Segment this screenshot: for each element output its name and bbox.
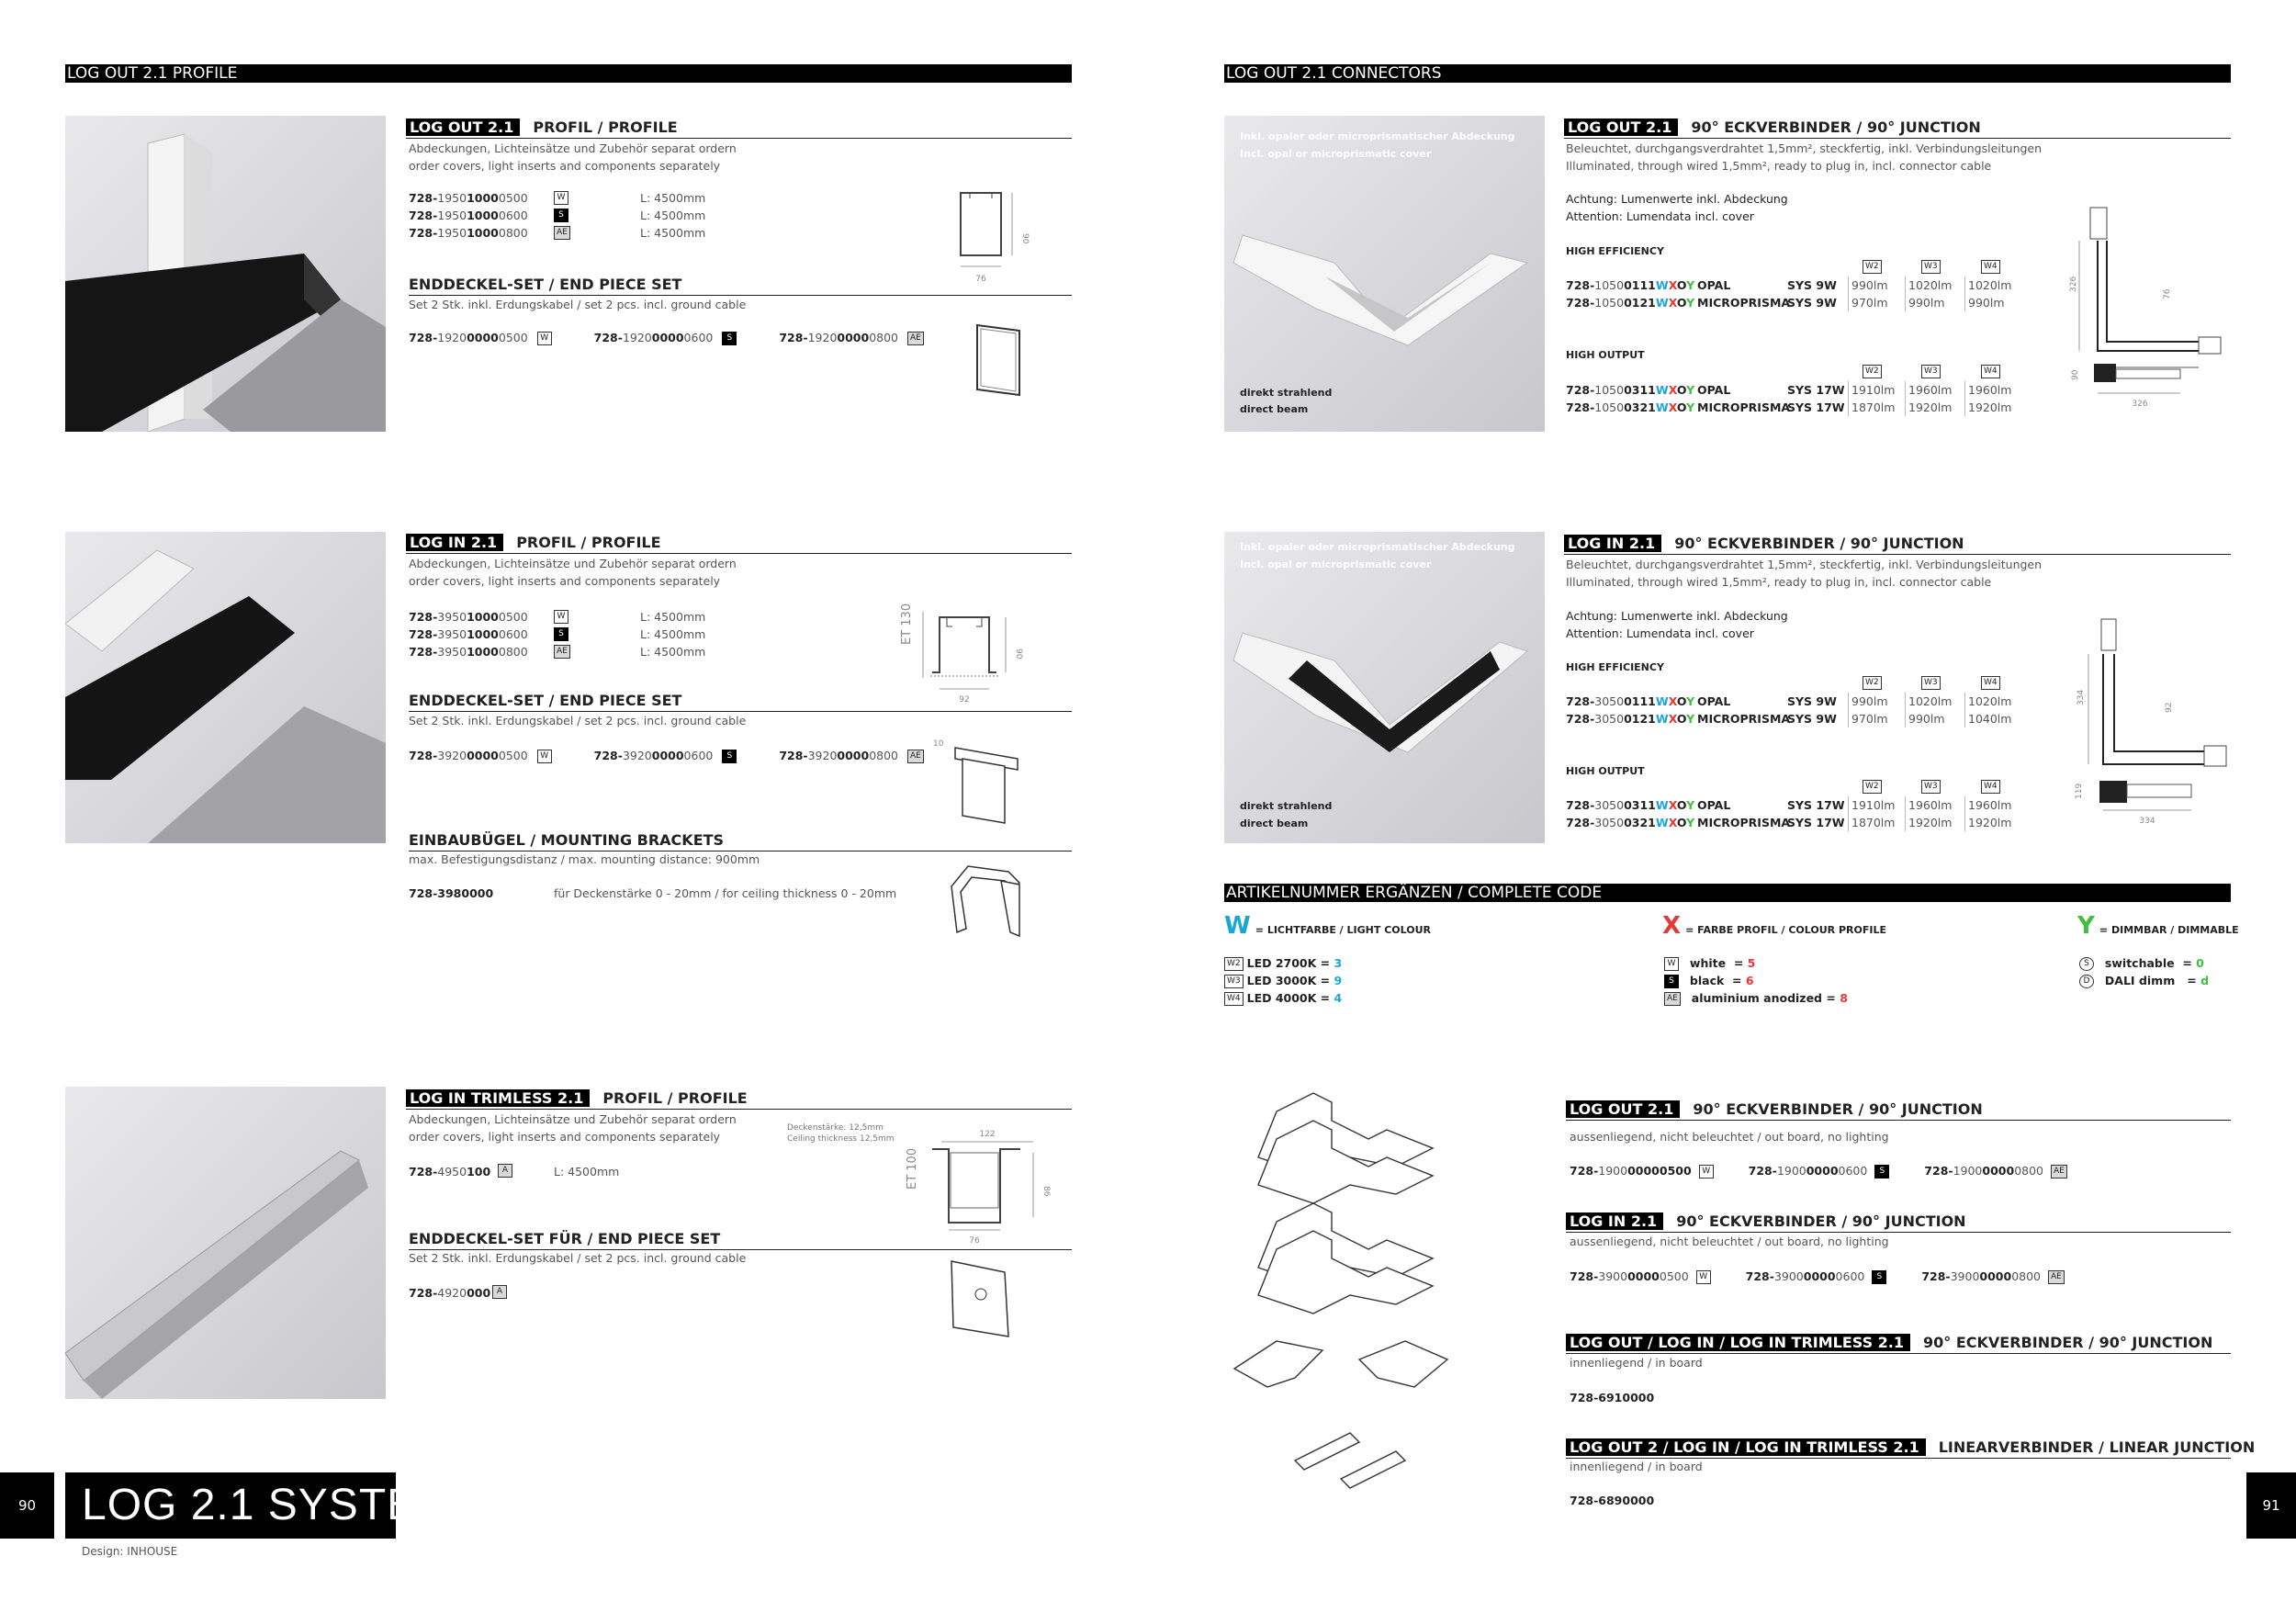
login-junction-heading [1564,535,2231,555]
connector-illustration [1224,116,1545,432]
lumen-note-de: Achtung: Lumenwerte inkl. Abdeckung [1566,609,1788,623]
colour-badge: A [492,1285,507,1299]
colour-badge: S [554,627,568,641]
article-row: 728-395010000500 W L: 4500mm [409,610,706,624]
trimless-tag: LOG IN TRIMLESS 2.1 [406,1089,590,1107]
colour-badge: W [554,191,568,205]
profile-illustration [65,1087,386,1399]
article-row: 728-195010000800 AE L: 4500mm [409,226,706,240]
login-junction-sub-en: Illuminated, through wired 1,5mm², ready to plug in, incl. connector cable [1566,575,1992,589]
bracket-heading: EINBAUBÜGEL / MOUNTING BRACKETS [409,831,1072,851]
high-efficiency-label: HIGH EFFICIENCY [1566,245,1664,257]
logout-endcap-sub: Set 2 Stk. inkl. Erdungskabel / set 2 pcs. incl. ground cable [409,298,747,311]
login-endcap-sub: Set 2 Stk. inkl. Erdungskabel / set 2 pcs. incl. ground cable [409,714,747,727]
legend-item: D DALI dimm = d [2079,972,2209,989]
colour-badge: AE [554,645,570,659]
colour-profile-list [1664,954,1848,1007]
lumen-heads: W2 W3 W4 [1566,780,1694,796]
endcap-drawing [972,321,1027,399]
beam-note-de: direkt strahlend [1240,800,1333,812]
svg-text:90: 90 [1014,648,1023,660]
logout-junction-title: 90° ECKVERBINDER / 90° JUNCTION [1691,118,1981,136]
ceiling-thickness-note: Deckenstärke: 12,5mm Ceiling thickness 12,5mm [787,1123,895,1144]
login-ho-table [1566,780,2012,831]
login-profile-photo [65,532,386,843]
colour-badge: W [554,610,568,624]
colour-badge: S [554,209,568,222]
linear-junction-sub: innenliegend / in board [1570,1460,1703,1473]
trimless-profile-photo [65,1087,386,1399]
login-junction-sub-de: Beleuchtet, durchgangsverdrahtet 1,5mm², steckfertig, inkl. Verbindungsleitungen [1566,558,2043,571]
login-connector-photo [1224,532,1545,843]
system-title: LOG 2.1 SYSTEM [65,1472,396,1539]
logout-profile-heading [406,118,1072,139]
page-number-right: 91 [2246,1472,2296,1539]
svg-text:10: 10 [933,739,944,749]
trimless-title: PROFIL / PROFILE [602,1089,748,1107]
login-sub-en: order covers, light inserts and components separately [409,574,721,588]
light-colour-legend: W = LICHTFARBE / LIGHT COLOUR [1224,912,1431,940]
svg-text:334: 334 [2139,817,2155,826]
login-junction-drawing [2066,617,2232,838]
page-number-left: 90 [0,1472,54,1539]
article-row: 728-195010000600 S L: 4500mm [409,209,706,222]
svg-text:76: 76 [969,1236,980,1246]
svg-text:ET 130: ET 130 [900,603,914,645]
legend-item: S black = 6 [1664,972,1848,989]
login-tag: LOG IN 2.1 [406,534,503,551]
logout-endcap-codes: 728-192000000500 W 728-192000000600 S 728-192000000800 AE [409,329,924,346]
trimless-endcap-drawing [946,1254,1019,1346]
lumen-heads: W2 W3 W4 [1566,365,1694,381]
logout-junction-drawing [2066,204,2232,415]
bracket-drawing [946,859,1029,942]
profile-illustration [65,116,386,432]
login-he-table [1566,676,2012,727]
legend-item: S switchable = 0 [2079,954,2209,972]
light-colour-list [1224,954,1342,1007]
lumen-row: 728-30500321WXOY MICROPRISMA SYS 17W 1870lm 1920lm 1920lm [1566,816,2012,829]
svg-text:92: 92 [959,695,970,705]
login-endcap-drawing [929,735,1030,827]
linear-junction-heading: LOG OUT 2 / LOG IN / LOG IN TRIMLESS 2.1 LINEARVERBINDER / LINEAR JUNCTION [1566,1438,2231,1459]
connector-illustration [1224,532,1545,843]
inboard-junction-sub: innenliegend / in board [1570,1356,1703,1370]
logout-he-table [1566,260,2012,311]
logout-endcap-heading: ENDDECKEL-SET / END PIECE SET [409,276,1072,296]
legend-item: AE aluminium anodized = 8 [1664,989,1848,1007]
bracket-code: 728-3980000 [409,886,494,900]
design-credit: Design: INHOUSE [82,1545,178,1558]
legend-item: W3 LED 3000K = 9 [1224,972,1342,989]
high-output-label: HIGH OUTPUT [1566,765,1645,777]
lumen-row: 728-10500111WXOY OPAL SYS 9W 990lm 1020lm 1020lm [1566,278,2012,292]
legend-item: W4 LED 4000K = 4 [1224,989,1342,1007]
unlit-logout-heading: LOG OUT 2.1 90° ECKVERBINDER / 90° JUNCTION [1566,1100,2231,1121]
logout-junction-sub-de: Beleuchtet, durchgangsverdrahtet 1,5mm², steckfertig, inkl. Verbindungsleitungen [1566,141,2043,155]
lumen-note-en: Attention: Lumendata incl. cover [1566,626,1754,640]
trimless-endcap-sub: Set 2 Stk. inkl. Erdungskabel / set 2 pcs. incl. ground cable [409,1251,747,1265]
logout-tag: LOG OUT 2.1 [406,118,520,136]
beam-note-de: direkt strahlend [1240,387,1333,399]
lumen-row: 728-30500311WXOY OPAL SYS 17W 1910lm 1960lm 1960lm [1566,798,2012,812]
login-sub-de: Abdeckungen, Lichteinsätze und Zubehör separat ordern [409,557,737,570]
lumen-heads: W2 W3 W4 [1566,260,1694,276]
lumen-note-en: Attention: Lumendata incl. cover [1566,209,1754,223]
svg-text:ET 100: ET 100 [906,1147,919,1190]
logout-sub-de: Abdeckungen, Lichteinsätze und Zubehör separat ordern [409,141,737,155]
high-efficiency-label: HIGH EFFICIENCY [1566,661,1664,673]
linear-junction-code: 728-6890000 [1570,1494,1655,1507]
article-row: 728-395010000600 S L: 4500mm [409,627,706,641]
left-section-header: LOG OUT 2.1 PROFILE [65,64,1072,83]
unlit-login-sub: aussenliegend, nicht beleuchtet / out board, no lighting [1570,1235,1889,1248]
logout-ho-table [1566,365,2012,416]
lumen-note-de: Achtung: Lumenwerte inkl. Abdeckung [1566,192,1788,206]
trimless-profile-drawing [905,1125,1061,1245]
svg-text:90: 90 [2071,369,2080,380]
logout-profile-photo [65,116,386,432]
logout-junction-sub-en: Illuminated, through wired 1,5mm², ready to plug in, incl. connector cable [1566,159,1992,173]
svg-text:326: 326 [2069,276,2078,292]
cover-note-en: Incl. opal or microprismatic cover [1240,148,1432,160]
trimless-article-row: 728-4950100 [409,1165,491,1179]
login-endcap-heading: ENDDECKEL-SET / END PIECE SET [409,692,1072,712]
beam-note-en: direct beam [1240,403,1309,415]
colour-badge: A [498,1164,512,1178]
logout-profile-drawing [946,184,1056,285]
svg-text:122: 122 [979,1130,996,1139]
legend-item: W white = 5 [1664,954,1848,972]
connector-drawings [1231,1084,1451,1506]
cover-note-de: Inkl. opaler oder microprismatischer Abdeckung [1240,541,1515,553]
svg-text:92: 92 [2165,702,2174,713]
unlit-login-codes: 728-390000000500 W 728-390000000600 S 728-390000000800 AE [1570,1268,2065,1285]
svg-text:119: 119 [2075,783,2084,799]
trimless-endcap-heading: ENDDECKEL-SET FÜR / END PIECE SET [409,1230,1072,1250]
login-profile-heading [406,534,1072,554]
logout-title: PROFIL / PROFILE [533,118,678,136]
cover-note-en: Incl. opal or microprismatic cover [1240,558,1432,570]
cover-note-de: Inkl. opaler oder microprismatischer Abdeckung [1240,130,1515,142]
login-endcap-codes: 728-392000000500 W 728-392000000600 S 728-392000000800 AE [409,747,924,764]
inboard-junction-code: 728-6910000 [1570,1391,1655,1404]
logout-junction-tag: LOG OUT 2.1 [1564,118,1678,136]
unlit-logout-codes: 728-190000000500 W 728-190000000600 S 728-190000000800 AE [1570,1162,2067,1179]
dimmable-legend: Y = DIMMBAR / DIMMABLE [2077,912,2239,940]
logout-article-list [409,189,706,242]
svg-text:86: 86 [1041,1186,1051,1197]
unlit-logout-sub: aussenliegend, nicht beleuchtet / out board, no lighting [1570,1130,1889,1144]
colour-profile-legend: X = FARBE PROFIL / COLOUR PROFILE [1662,912,1886,940]
high-output-label: HIGH OUTPUT [1566,349,1645,361]
lumen-row: 728-10500311WXOY OPAL SYS 17W 1910lm 1960lm 1960lm [1566,383,2012,397]
svg-text:326: 326 [2132,400,2148,409]
complete-code-header: ARTIKELNUMMER ERGÄNZEN / COMPLETE CODE [1224,884,2231,902]
login-article-list [409,608,706,660]
bracket-note: für Deckenstärke 0 - 20mm / for ceiling thickness 0 - 20mm [554,886,897,900]
bracket-sub: max. Befestigungsdistanz / max. mounting distance: 900mm [409,852,760,866]
trimless-endcap-code: 728-4920000 [409,1286,491,1300]
logout-junction-heading [1564,118,2231,139]
lumen-row: 728-10500321WXOY MICROPRISMA SYS 17W 1870lm 1920lm 1920lm [1566,400,2012,414]
beam-note-en: direct beam [1240,818,1309,829]
lumen-heads: W2 W3 W4 [1566,676,1694,693]
logout-sub-en: order covers, light inserts and components separately [409,159,721,173]
login-junction-tag: LOG IN 2.1 [1564,535,1661,552]
logout-connector-photo [1224,116,1545,432]
article-row: 728-395010000800 AE L: 4500mm [409,645,706,659]
dimmable-list [2079,954,2209,989]
svg-text:90: 90 [1020,233,1030,244]
article-row: 728-195010000500 W L: 4500mm [409,191,706,205]
colour-badge: AE [554,226,570,240]
lumen-row: 728-30500121WXOY MICROPRISMA SYS 9W 970lm 990lm 1040lm [1566,712,2012,726]
login-title: PROFIL / PROFILE [516,534,661,551]
profile-illustration [65,532,386,843]
svg-text:334: 334 [2077,689,2086,705]
login-junction-title: 90° ECKVERBINDER / 90° JUNCTION [1674,535,1964,552]
trimless-length: L: 4500mm [554,1165,620,1179]
lumen-row: 728-30500111WXOY OPAL SYS 9W 990lm 1020lm 1020lm [1566,694,2012,708]
trimless-sub-de: Abdeckungen, Lichteinsätze und Zubehör separat ordern [409,1112,737,1126]
lumen-row: 728-10500121WXOY MICROPRISMA SYS 9W 970lm 990lm 990lm [1566,296,2005,310]
right-section-header: LOG OUT 2.1 CONNECTORS [1224,64,2231,83]
svg-text:76: 76 [975,275,986,284]
legend-item: W2 LED 2700K = 3 [1224,954,1342,972]
inboard-junction-heading: LOG OUT / LOG IN / LOG IN TRIMLESS 2.1 90° ECKVERBINDER / 90° JUNCTION [1566,1334,2231,1354]
trimless-profile-heading [406,1089,1072,1110]
unlit-login-heading: LOG IN 2.1 90° ECKVERBINDER / 90° JUNCTION [1566,1212,2231,1233]
trimless-sub-en: order covers, light inserts and components separately [409,1130,721,1144]
svg-text:76: 76 [2163,288,2172,299]
